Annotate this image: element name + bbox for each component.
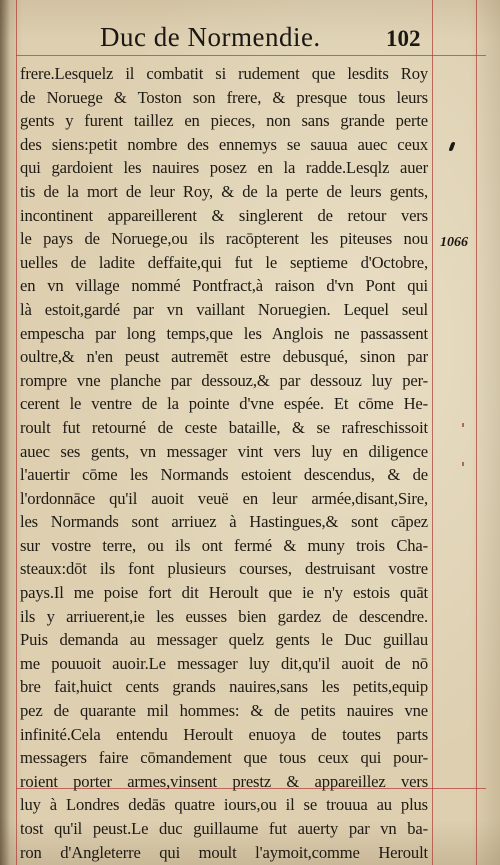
text-line: ron d'Angleterre qui moult l'aymoit,comme Heroult	[20, 842, 428, 862]
left-margin-rule	[16, 0, 17, 865]
text-line: qui gardoient les nauires posez en la radde.Lesqlz auer	[20, 158, 428, 178]
text-line: rompre vne planche par dessouz,& par dessouz luy per-	[20, 370, 428, 390]
text-line: roult fut retourné de ceste bataille, & se rafreschissoit	[20, 417, 428, 437]
text-line: oultre,& n'en peust autremēt estre debusqué, sinon par	[20, 347, 428, 367]
text-line: empescha par long temps,que les Anglois ne passassent	[20, 323, 428, 343]
text-line: là estoit,gardé par vn vaillant Noruegien. Lequel seul	[20, 299, 428, 319]
text-line: roient porter armes,vinsent prestz & appareillez vers	[20, 771, 428, 791]
text-line: incontinent appareillerent & singlerent de retour vers	[20, 205, 428, 225]
page-number: 102	[386, 26, 421, 51]
text-line: tis de la mort de leur Roy, & de la perte de leurs gents,	[20, 181, 428, 201]
text-line: le pays de Noruege,ou ils racōpterent les piteuses nou	[20, 229, 428, 249]
text-line: pez de quarante mil hommes: & de petits nauires vne	[20, 701, 428, 721]
body-text	[20, 62, 428, 864]
text-line: auec ses gents, vn messager vint vers luy en diligence	[20, 441, 428, 461]
text-line: luy à Londres dedās quatre iours,ou il se trouua au plus	[20, 795, 428, 815]
running-title: Duc de Normendie.	[100, 22, 321, 52]
text-line: Puis demanda au messager quelz gents le Duc guillau	[20, 630, 428, 650]
text-line: uelles de ladite deffaite,qui fut le septieme d'Octobre,	[20, 252, 428, 272]
text-line: infinité.Cela entendu Heroult enuoya de toutes parts	[20, 724, 428, 744]
text-line: bre fait,huict cents grands nauires,sans les petits,equip	[20, 677, 428, 697]
marginal-dot	[462, 462, 464, 466]
text-line: de Noruege & Toston son frere, & presque tous leurs	[20, 87, 428, 107]
text-line: me pouuoit auoir.Le messager luy dit,qu'il auoit de nō	[20, 653, 428, 673]
text-line: sur vostre terre, ou ils ont fermé & muny trois Cha-	[20, 535, 428, 555]
text-line: cerent le ventre de la pointe d'vne espée. Et cōme He-	[20, 394, 428, 414]
binding-shadow	[0, 0, 10, 865]
marginal-year-note: 1066	[440, 235, 468, 250]
right-margin-rule	[432, 0, 433, 865]
marginal-dot	[462, 423, 464, 427]
text-line: messagers faire cōmandement que tous ceux qui pour-	[20, 748, 428, 768]
text-line: pays.Il me poise fort dit Heroult que ie n'y estois quāt	[20, 583, 428, 603]
text-line: frere.Lesquelz il combatit si rudement que lesdits Roy	[20, 64, 428, 83]
text-line: gents y furent taillez en pieces, non sans grande perte	[20, 111, 428, 131]
marginal-mark	[448, 142, 455, 151]
text-line: l'auertir cōme les Normands estoient descendus, & de	[20, 465, 428, 485]
text-line: des siens:petit nombre des ennemys se sauua auec ceux	[20, 134, 428, 154]
text-line: ils y arriuerent,ie les eusses bien gardez de descendre.	[20, 606, 428, 626]
outer-margin-rule	[476, 0, 477, 865]
text-line: en vn village nommé Pontfract,à raison d'vn Pont qui	[20, 276, 428, 296]
text-line: tost qu'il peust.Le duc guillaume fut auerty par vn ba-	[20, 819, 428, 838]
header-rule	[16, 55, 486, 56]
text-line: les Normands sont arriuez à Hastingues,& sont cāpez	[20, 512, 428, 532]
text-line: steaux:dōt ils font plusieurs courses, destruisant vostre	[20, 559, 428, 579]
text-line: l'ordonnāce qu'il auoit veuë en leur armée,disant,Sire,	[20, 488, 428, 508]
